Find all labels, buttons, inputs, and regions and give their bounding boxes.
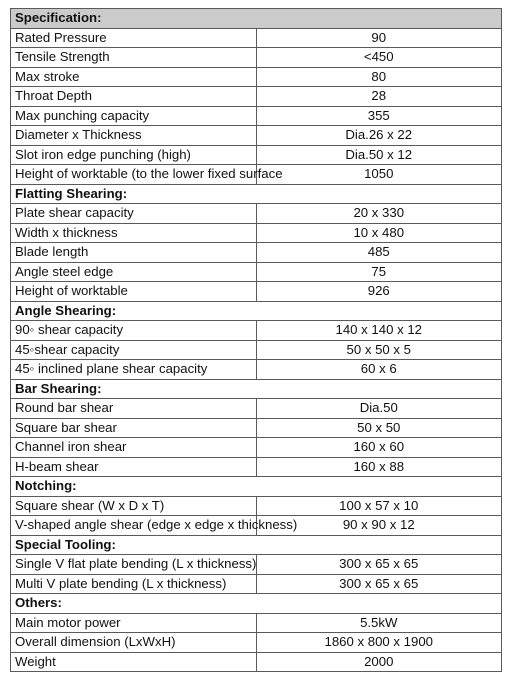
section-header-flatting-shearing [11, 184, 502, 204]
spec-row [11, 28, 502, 48]
section-title: Specification: [11, 9, 502, 29]
spec-label: 90◦ shear capacity [11, 321, 257, 341]
spec-label: Plate shear capacity [11, 204, 257, 224]
spec-row [11, 204, 502, 224]
spec-value: Dia.50 [256, 399, 502, 419]
section-title: Flatting Shearing: [11, 184, 502, 204]
spec-value: 2000 [256, 652, 502, 672]
spec-label: H-beam shear [11, 457, 257, 477]
spec-label: Height of worktable [11, 282, 257, 302]
section-header-others [11, 594, 502, 614]
specification-table-body [11, 9, 502, 672]
spec-label: Slot iron edge punching (high) [11, 145, 257, 165]
spec-row [11, 145, 502, 165]
spec-row [11, 262, 502, 282]
spec-label: Throat Depth [11, 87, 257, 107]
section-header-angle-shearing [11, 301, 502, 321]
section-title: Bar Shearing: [11, 379, 502, 399]
spec-label: 45◦ inclined plane shear capacity [11, 360, 257, 380]
spec-row [11, 243, 502, 263]
section-header-specification [11, 9, 502, 29]
spec-label: Max stroke [11, 67, 257, 87]
spec-row [11, 165, 502, 185]
spec-value: <450 [256, 48, 502, 68]
spec-label: 45◦shear capacity [11, 340, 257, 360]
spec-row [11, 633, 502, 653]
section-title: Others: [11, 594, 502, 614]
spec-value: 20 x 330 [256, 204, 502, 224]
spec-value: 485 [256, 243, 502, 263]
spec-label: Tensile Strength [11, 48, 257, 68]
spec-row [11, 106, 502, 126]
spec-row [11, 87, 502, 107]
specification-table [10, 8, 502, 672]
spec-row [11, 652, 502, 672]
section-title: Notching: [11, 477, 502, 497]
spec-value: 140 x 140 x 12 [256, 321, 502, 341]
spec-row [11, 126, 502, 146]
spec-value: 100 x 57 x 10 [256, 496, 502, 516]
spec-value: 1860 x 800 x 1900 [256, 633, 502, 653]
spec-value: 50 x 50 x 5 [256, 340, 502, 360]
section-title: Angle Shearing: [11, 301, 502, 321]
spec-value: 160 x 88 [256, 457, 502, 477]
spec-row [11, 555, 502, 575]
spec-row [11, 48, 502, 68]
spec-value: 300 x 65 x 65 [256, 574, 502, 594]
spec-label: Single V flat plate bending (L x thickness) [11, 555, 257, 575]
spec-value: Dia.26 x 22 [256, 126, 502, 146]
spec-label: Square bar shear [11, 418, 257, 438]
spec-label: Rated Pressure [11, 28, 257, 48]
spec-label: Main motor power [11, 613, 257, 633]
spec-value: 355 [256, 106, 502, 126]
spec-label: Angle steel edge [11, 262, 257, 282]
spec-row [11, 457, 502, 477]
spec-row [11, 223, 502, 243]
spec-row [11, 438, 502, 458]
spec-label: Weight [11, 652, 257, 672]
spec-label: Channel iron shear [11, 438, 257, 458]
spec-row [11, 613, 502, 633]
spec-row [11, 282, 502, 302]
section-header-special-tooling [11, 535, 502, 555]
section-header-bar-shearing [11, 379, 502, 399]
spec-row [11, 496, 502, 516]
spec-value: 75 [256, 262, 502, 282]
spec-label: Overall dimension (LxWxH) [11, 633, 257, 653]
section-title: Special Tooling: [11, 535, 502, 555]
spec-value: 90 [256, 28, 502, 48]
spec-row [11, 574, 502, 594]
spec-row [11, 67, 502, 87]
spec-value: 60 x 6 [256, 360, 502, 380]
spec-row [11, 399, 502, 419]
spec-label: Height of worktable (to the lower fixed surface [11, 165, 257, 185]
spec-label: Multi V plate bending (L x thickness) [11, 574, 257, 594]
spec-value: 926 [256, 282, 502, 302]
spec-label: Diameter x Thickness [11, 126, 257, 146]
section-header-notching [11, 477, 502, 497]
spec-value: 28 [256, 87, 502, 107]
spec-value: 300 x 65 x 65 [256, 555, 502, 575]
spec-label: Blade length [11, 243, 257, 263]
spec-value: 10 x 480 [256, 223, 502, 243]
spec-value: 160 x 60 [256, 438, 502, 458]
spec-row [11, 340, 502, 360]
spec-value: 50 x 50 [256, 418, 502, 438]
spec-value: 5.5kW [256, 613, 502, 633]
spec-label: Round bar shear [11, 399, 257, 419]
spec-row [11, 360, 502, 380]
spec-label: Square shear (W x D x T) [11, 496, 257, 516]
spec-value: 90 x 90 x 12 [256, 516, 502, 536]
spec-value: 80 [256, 67, 502, 87]
spec-label: Max punching capacity [11, 106, 257, 126]
spec-row [11, 321, 502, 341]
spec-row [11, 418, 502, 438]
spec-value: 1050 [256, 165, 502, 185]
spec-label: V-shaped angle shear (edge x edge x thickness) [11, 516, 257, 536]
spec-row [11, 516, 502, 536]
spec-label: Width x thickness [11, 223, 257, 243]
spec-value: Dia.50 x 12 [256, 145, 502, 165]
